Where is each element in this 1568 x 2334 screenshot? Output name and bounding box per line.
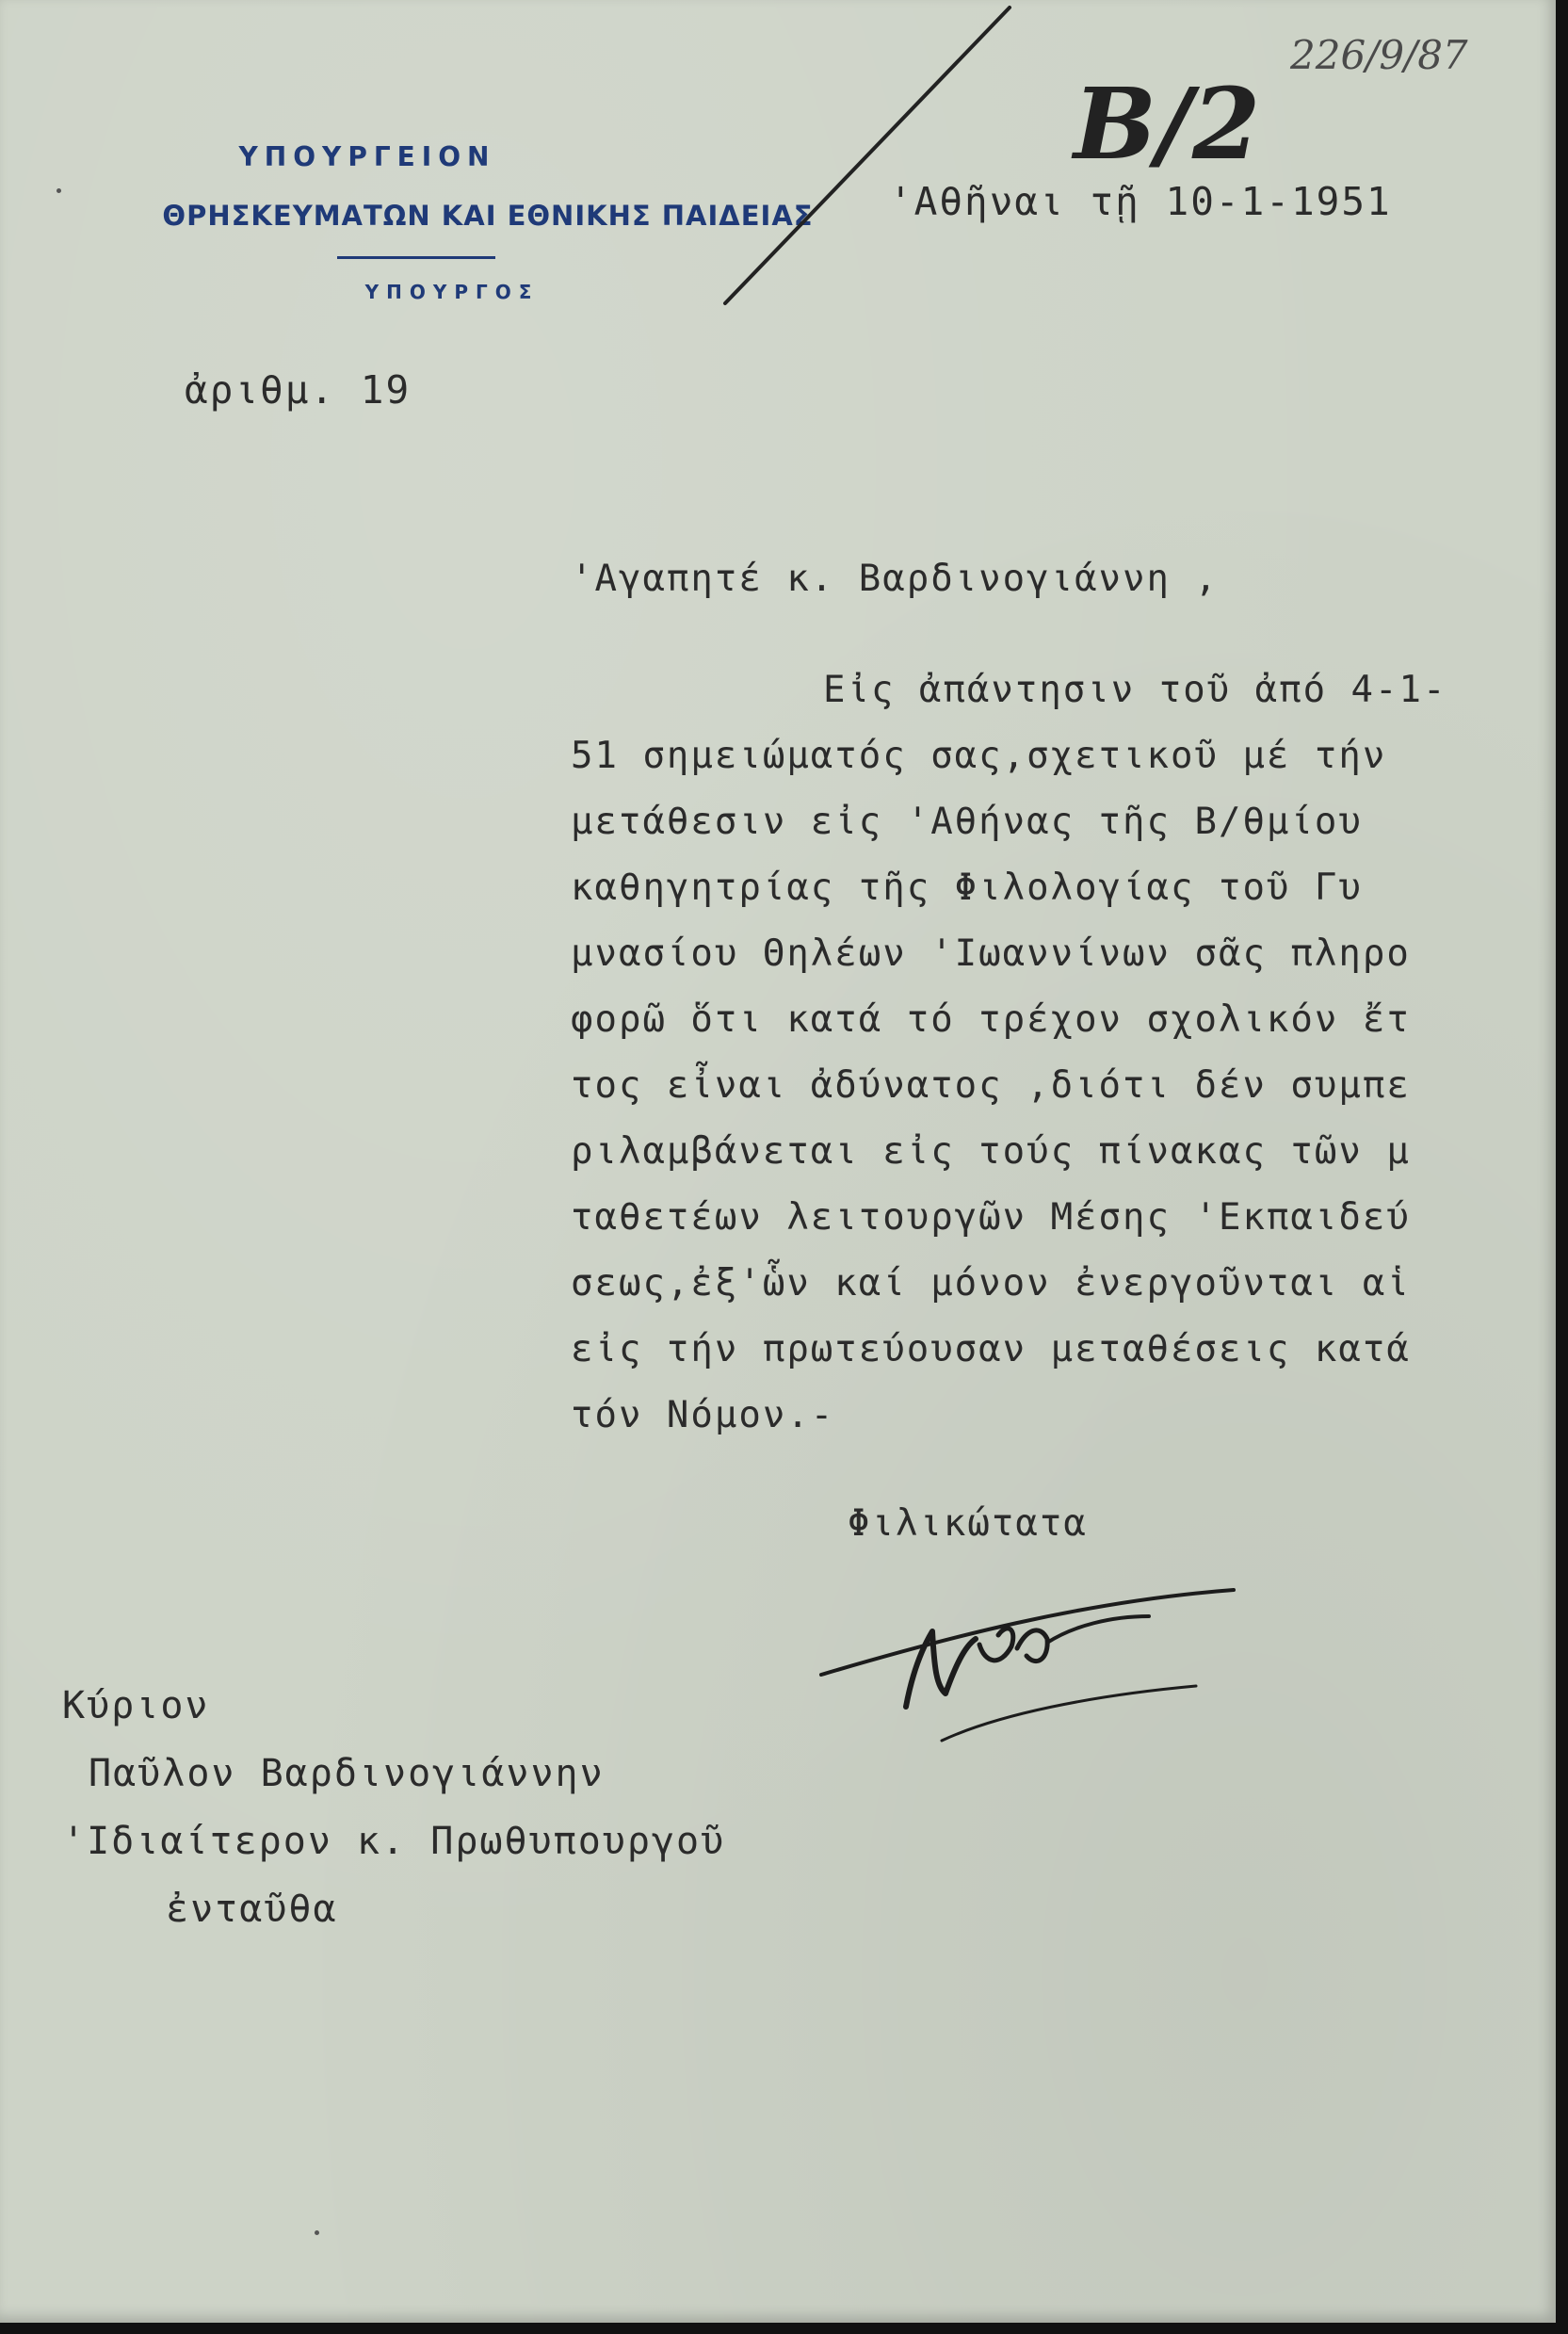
recipient-line: Παῦλον Βαρδινογιάννην — [89, 1752, 605, 1795]
filing-code-mark: B/2 — [1074, 66, 1261, 182]
scan-border-bottom — [0, 2323, 1568, 2334]
body-line: ριλαμβάνεται εἰς τούς πίνακας τῶν μ — [571, 1130, 1411, 1173]
body-line: καθηγητρίας τῆς Φιλολογίας τοῦ Γυ — [571, 867, 1363, 909]
body-line: τόν Νόμον.- — [571, 1394, 835, 1436]
recipient-line: ἐνταῦθα — [166, 1888, 338, 1931]
letterhead-department: ΘΡΗΣΚΕΥΜΑΤΩΝ ΚΑΙ ΕΘΝΙΚΗΣ ΠΑΙΔΕΙΑΣ — [162, 200, 814, 232]
body-line: μνασίου Θηλέων 'Ιωαννίνων σᾶς πληρο — [571, 932, 1411, 975]
body-line: σεως,ἐξ'ὧν καί μόνον ἐνεργοῦνται αἱ — [571, 1262, 1411, 1305]
letterhead-title: ΥΠΟΥΡΓΟΣ — [364, 281, 540, 303]
body-line: φορῶ ὅτι κατά τό τρέχον σχολικόν ἔτ — [571, 998, 1411, 1041]
body-line: 51 σημειώματός σας,σχετικοῦ μέ τήν — [571, 735, 1387, 777]
paper-speck — [315, 2230, 319, 2235]
date-line: 'Αθῆναι τῇ 10-1-1951 — [889, 179, 1392, 224]
body-line: εἰς τήν πρωτεύουσαν μεταθέσεις κατά — [571, 1328, 1411, 1370]
body-line: ταθετέων λειτουργῶν Μέσης 'Εκπαιδεύ — [571, 1196, 1411, 1239]
reference-number: ἀριθμ. 19 — [185, 367, 412, 413]
body-line: μετάθεσιν εἰς 'Αθήνας τῆς Β/θμίου — [571, 801, 1363, 843]
recipient-line: Κύριον — [62, 1684, 210, 1727]
diagonal-pen-stroke — [725, 8, 1010, 303]
salutation: 'Αγαπητέ κ. Βαρδινογιάννη , — [571, 558, 1219, 600]
letterhead-ministry: ΥΠΟΥΡΓΕΙΟΝ — [238, 141, 496, 172]
paper-speck — [57, 188, 61, 193]
closing: Φιλικώτατα — [848, 1502, 1088, 1545]
signature-icon — [821, 1590, 1234, 1741]
archive-reference-number: 226/9/87 — [1290, 32, 1468, 78]
body-line: τος εἶναι ἀδύνατος ,διότι δέν συμπε — [571, 1064, 1411, 1107]
body-line: Εἰς ἀπάντησιν τοῦ ἀπό 4-1- — [823, 669, 1447, 711]
recipient-line: 'Ιδιαίτερον κ. Πρωθυπουργοῦ — [62, 1820, 726, 1863]
scan-border-right — [1556, 0, 1568, 2334]
